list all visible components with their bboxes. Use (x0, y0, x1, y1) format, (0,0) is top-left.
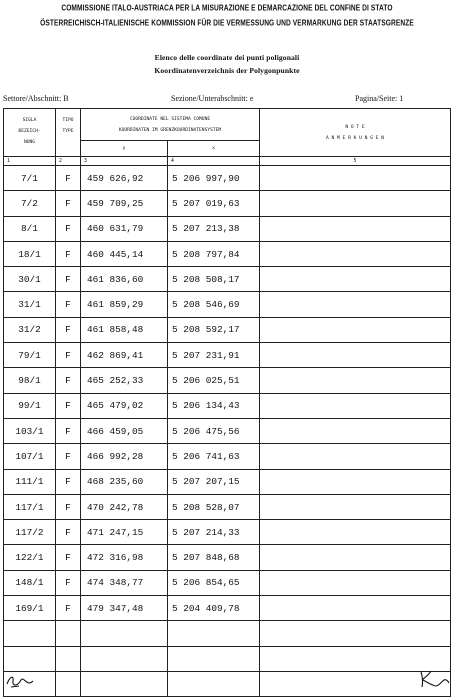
y-coordinate-cell: 461 836,60 (81, 267, 168, 292)
table-row (4, 216, 451, 241)
x-coordinate-cell: 5 206 997,90 (168, 166, 260, 191)
point-id-cell: 30/1 (4, 267, 56, 292)
point-id-cell: 7/2 (4, 191, 56, 216)
note-cell (260, 545, 451, 570)
x-coordinate-cell (168, 621, 260, 646)
note-cell (260, 494, 451, 519)
note-cell (260, 570, 451, 595)
type-cell: F (56, 545, 81, 570)
subtitle-italian: Elenco delle coordinate dei punti poligonali (154, 53, 300, 62)
point-id-cell: 18/1 (4, 241, 56, 266)
note-cell (260, 317, 451, 342)
y-coordinate-cell: 461 858,48 (81, 317, 168, 342)
note-cell (260, 418, 451, 443)
y-coordinate-cell: 466 992,28 (81, 444, 168, 469)
x-coordinate-cell: 5 207 214,33 (168, 520, 260, 545)
point-id-cell: 8/1 (4, 216, 56, 241)
point-id-cell: 117/2 (4, 520, 56, 545)
type-cell: F (56, 418, 81, 443)
y-coordinate-cell: 465 479,02 (81, 393, 168, 418)
point-id-cell: 148/1 (4, 570, 56, 595)
table-row (4, 646, 451, 671)
type-cell: F (56, 191, 81, 216)
table-row (4, 166, 451, 191)
point-id-cell: 7/1 (4, 166, 56, 191)
point-id-cell: 31/2 (4, 317, 56, 342)
point-id-cell: 99/1 (4, 393, 56, 418)
y-coordinate-cell: 465 252,33 (81, 368, 168, 393)
col-number-4: 4 (168, 157, 260, 166)
header-coordinates (81, 109, 260, 141)
header-x: x (168, 141, 260, 157)
note-cell (260, 292, 451, 317)
y-coordinate-cell (81, 621, 168, 646)
table-row (4, 671, 451, 696)
note-cell (260, 343, 451, 368)
x-coordinate-cell: 5 206 475,56 (168, 418, 260, 443)
coordinates-table (3, 108, 451, 697)
type-cell: F (56, 166, 81, 191)
col-number-1: 1 (4, 157, 56, 166)
note-cell (260, 444, 451, 469)
y-coordinate-cell: 470 242,78 (81, 494, 168, 519)
point-id-cell (4, 646, 56, 671)
sector-label: Settore/Abschnitt: B (3, 94, 69, 103)
page-label: Pagina/Seite: 1 (355, 94, 404, 103)
table-row (4, 621, 451, 646)
table-row (4, 520, 451, 545)
table-row (4, 444, 451, 469)
y-coordinate-cell: 479 347,48 (81, 596, 168, 621)
header-coordinates-de: KOORDINATEN IM GRENZKOORDINATENSYSTEM (118, 127, 222, 133)
type-cell: F (56, 241, 81, 266)
header-note-de: A N M E R K U N G E N (325, 135, 385, 141)
header-sigla-it: SIGLA (22, 118, 37, 123)
table-row (4, 596, 451, 621)
y-coordinate-cell: 462 869,41 (81, 343, 168, 368)
header-tipo-it: TIPO (62, 118, 74, 123)
table-row (4, 292, 451, 317)
type-cell (56, 671, 81, 696)
type-cell: F (56, 216, 81, 241)
table-row (4, 393, 451, 418)
header-tipo (56, 109, 81, 157)
point-id-cell: 122/1 (4, 545, 56, 570)
note-cell (260, 267, 451, 292)
y-coordinate-cell: 472 316,98 (81, 545, 168, 570)
note-cell (260, 596, 451, 621)
x-coordinate-cell: 5 206 134,43 (168, 393, 260, 418)
x-coordinate-cell: 5 208 546,69 (168, 292, 260, 317)
table-row (4, 545, 451, 570)
header-note-it: N O T E (345, 124, 365, 130)
x-coordinate-cell: 5 208 508,17 (168, 267, 260, 292)
y-coordinate-cell: 474 348,77 (81, 570, 168, 595)
table-row (4, 317, 451, 342)
point-id-cell: 31/1 (4, 292, 56, 317)
type-cell: F (56, 343, 81, 368)
col-number-2: 2 (56, 157, 81, 166)
note-cell (260, 393, 451, 418)
x-coordinate-cell: 5 206 854,65 (168, 570, 260, 595)
y-coordinate-cell (81, 671, 168, 696)
x-coordinate-cell: 5 208 528,07 (168, 494, 260, 519)
table-row (4, 570, 451, 595)
y-coordinate-cell: 461 859,29 (81, 292, 168, 317)
point-id-cell: 111/1 (4, 469, 56, 494)
header-sigla-de2: NUNG (23, 140, 36, 145)
table-row (4, 267, 451, 292)
y-coordinate-cell: 459 626,92 (81, 166, 168, 191)
col-number-3: 3 (81, 157, 168, 166)
header-sigla (4, 109, 56, 157)
x-coordinate-cell: 5 208 797,84 (168, 241, 260, 266)
point-id-cell: 79/1 (4, 343, 56, 368)
table-row (4, 241, 451, 266)
point-id-cell: 98/1 (4, 368, 56, 393)
note-cell (260, 621, 451, 646)
table-row (4, 343, 451, 368)
point-id-cell: 117/1 (4, 494, 56, 519)
type-cell: F (56, 393, 81, 418)
type-cell (56, 621, 81, 646)
header-line-german: ÖSTERREICHISCH-ITALIENISCHE KOMMISSION FÜR DIE VERMESSUNG UND VERMARKUNG DER STAATSGRENZE (40, 19, 414, 28)
x-coordinate-cell (168, 671, 260, 696)
y-coordinate-cell: 466 459,05 (81, 418, 168, 443)
table-row (4, 368, 451, 393)
type-cell: F (56, 317, 81, 342)
note-cell (260, 368, 451, 393)
x-coordinate-cell: 5 207 019,63 (168, 191, 260, 216)
x-coordinate-cell (168, 646, 260, 671)
type-cell: F (56, 469, 81, 494)
point-id-cell: 169/1 (4, 596, 56, 621)
y-coordinate-cell: 460 445,14 (81, 241, 168, 266)
y-coordinate-cell: 468 235,60 (81, 469, 168, 494)
type-cell: F (56, 444, 81, 469)
type-cell: F (56, 596, 81, 621)
table-row (4, 494, 451, 519)
x-coordinate-cell: 5 207 207,15 (168, 469, 260, 494)
note-cell (260, 469, 451, 494)
type-cell: F (56, 292, 81, 317)
x-coordinate-cell: 5 207 231,91 (168, 343, 260, 368)
y-coordinate-cell (81, 646, 168, 671)
type-cell: F (56, 368, 81, 393)
point-id-cell: 103/1 (4, 418, 56, 443)
y-coordinate-cell: 460 631,79 (81, 216, 168, 241)
x-coordinate-cell: 5 207 213,38 (168, 216, 260, 241)
header-line-italian: COMMISSIONE ITALO-AUSTRIACA PER LA MISURAZIONE E DEMARCAZIONE DEL CONFINE DI STATO (61, 4, 393, 13)
x-coordinate-cell: 5 208 592,17 (168, 317, 260, 342)
x-coordinate-cell: 5 204 409,78 (168, 596, 260, 621)
type-cell: F (56, 267, 81, 292)
note-cell (260, 216, 451, 241)
y-coordinate-cell: 459 709,25 (81, 191, 168, 216)
table-row (4, 418, 451, 443)
header-note (260, 109, 451, 157)
x-coordinate-cell: 5 206 741,63 (168, 444, 260, 469)
col-number-5: 5 (260, 157, 451, 166)
note-cell (260, 191, 451, 216)
signature-right (417, 668, 451, 690)
type-cell (56, 646, 81, 671)
signature-left (5, 672, 35, 690)
x-coordinate-cell: 5 206 025,51 (168, 368, 260, 393)
note-cell (260, 241, 451, 266)
x-coordinate-cell: 5 207 848,68 (168, 545, 260, 570)
point-id-cell (4, 621, 56, 646)
header-y: y (81, 141, 168, 157)
type-cell: F (56, 520, 81, 545)
note-cell (260, 520, 451, 545)
section-label: Sezione/Unterabschnitt: e (171, 94, 254, 103)
y-coordinate-cell: 471 247,15 (81, 520, 168, 545)
note-cell (260, 166, 451, 191)
header-tipo-de: TYPE (62, 129, 74, 134)
header-sigla-de1: BEZEICH- (18, 129, 41, 134)
type-cell: F (56, 494, 81, 519)
point-id-cell: 107/1 (4, 444, 56, 469)
header-coordinates-it: COORDINATE NEL SISTEMA COMUNE (129, 116, 211, 122)
table-row (4, 469, 451, 494)
table-row (4, 191, 451, 216)
subtitle-german: Koordinatenverzeichnis der Polygonpunkte (154, 66, 300, 75)
type-cell: F (56, 570, 81, 595)
